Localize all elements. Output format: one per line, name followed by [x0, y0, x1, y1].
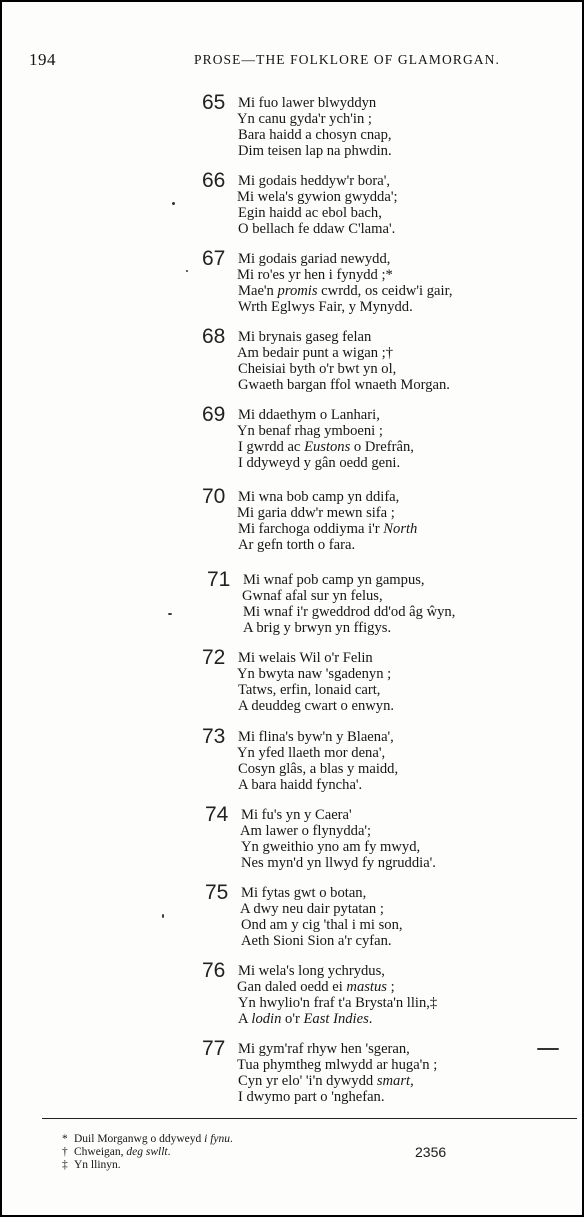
verse-line: Tatws, erfin, lonaid cart, — [238, 682, 381, 698]
verse-line: Gwnaf afal sur yn felus, — [242, 588, 383, 604]
verse-line: Dim teisen lap na phwdin. — [238, 143, 392, 159]
verse-line: Gwaeth bargan ffol wnaeth Morgan. — [238, 377, 450, 393]
verse-line: Mi wnaf pob camp yn gampus, — [243, 572, 425, 588]
footnote — [62, 1133, 233, 1145]
footnote-divider — [42, 1118, 577, 1119]
footnote — [62, 1146, 170, 1158]
verse-line: Yn bwyta naw 'sgadenyn ; — [237, 666, 392, 682]
verse-line: Wrth Eglwys Fair, y Mynydd. — [238, 299, 413, 315]
verse-line: A lodin o'r East Indies. — [238, 1011, 373, 1027]
footnote-symbol: ‡ — [62, 1159, 68, 1171]
verse-line: A brig y brwyn yn ffigys. — [243, 620, 392, 636]
footnote-text: Duil Morganwg o ddyweyd i fynu. — [74, 1133, 233, 1145]
footnote-symbol: * — [62, 1133, 68, 1145]
verse-line: Yn hwylio'n fraf t'a Brysta'n llin,‡ — [238, 995, 438, 1011]
verse-line: Mi wna bob camp yn ddifa, — [238, 489, 400, 505]
stanza-number: 72 — [202, 646, 226, 669]
verse-line: Mi wela's gywion gwydda'; — [237, 189, 398, 205]
stanza-number: 75 — [205, 881, 229, 904]
stanza-number: 65 — [202, 91, 226, 114]
stanza-number: 76 — [202, 959, 226, 982]
verse-line: Yn gweithio yno am fy mwyd, — [241, 839, 421, 855]
verse-line: Tua phymtheg mlwydd ar huga'n ; — [237, 1057, 438, 1073]
verse-line: Mi gym'raf rhyw hen 'sgeran, — [238, 1041, 410, 1057]
scan-speck — [172, 202, 175, 205]
stanza-number: 66 — [202, 169, 226, 192]
verse-line: Mi brynais gaseg felan — [238, 329, 372, 345]
scan-speck — [162, 914, 164, 918]
verse-line: A bara haidd fyncha'. — [238, 777, 363, 793]
verse-line: Mi godais heddyw'r bora', — [238, 173, 390, 189]
verse-line: Mi farchoga oddiyma i'r North — [238, 521, 418, 537]
verse-line: Mi fu's yn y Caera' — [241, 807, 352, 823]
catalog-number: 2356 — [415, 1144, 447, 1160]
verse-line: Ond am y cig 'thal i mi son, — [241, 917, 403, 933]
verse-line: Yn canu gyda'r ych'in ; — [237, 111, 372, 127]
verse-line: I dwymo part o 'nghefan. — [238, 1089, 385, 1105]
footnote — [62, 1159, 121, 1171]
verse-line: Aeth Sioni Sion a'r cyfan. — [241, 933, 392, 949]
footnote-symbol: † — [62, 1146, 68, 1158]
verse-line: Am lawer o flynydda'; — [240, 823, 372, 839]
verse-line: Mi wnaf i'r gweddrod dd'od âg ŵyn, — [243, 604, 456, 620]
verse-line: Mi wela's long ychrydus, — [238, 963, 385, 979]
stanza-number: 68 — [202, 325, 226, 348]
verse-line: Mi ddaethym o Lanhari, — [238, 407, 380, 423]
page-number: 194 — [29, 50, 56, 69]
verse-line: Mi garia ddw'r mewn sifa ; — [237, 505, 395, 521]
verse-line: Am bedair punt a wigan ;† — [237, 345, 394, 361]
verse-line: Cosyn glâs, a blas y maidd, — [238, 761, 399, 777]
stanza-number: 77 — [202, 1037, 226, 1060]
verse-line: Mi welais Wil o'r Felin — [238, 650, 373, 666]
verse-line: Mi ro'es yr hen i fynydd ;* — [237, 267, 393, 283]
stanza-number: 69 — [202, 403, 226, 426]
verse-line: A dwy neu dair pytatan ; — [240, 901, 384, 917]
verse-line: Nes myn'd yn llwyd fy ngruddia'. — [241, 855, 436, 871]
stanza-number: 71 — [207, 568, 231, 591]
verse-line: A deuddeg cwart o enwyn. — [238, 698, 395, 714]
stanza-number: 74 — [205, 803, 229, 826]
verse-line: Yn yfed llaeth mor dena', — [237, 745, 386, 761]
verse-line: Gan daled oedd ei mastus ; — [237, 979, 395, 995]
verse-line: Mae'n promis cwrdd, os ceidw'i gair, — [238, 283, 453, 299]
verse-line: Bara haidd a chosyn cnap, — [238, 127, 392, 143]
verse-line: I ddyweyd y gân oedd geni. — [238, 455, 401, 471]
verse-line: Ar gefn torth o fara. — [238, 537, 356, 553]
stanza-number: 70 — [202, 485, 226, 508]
page-header — [2, 50, 582, 74]
verse-line: Mi fytas gwt o botan, — [241, 885, 367, 901]
verse-line: Egin haidd ac ebol bach, — [238, 205, 382, 221]
verse-line: Cyn yr elo' 'i'n dywydd smart, — [238, 1073, 414, 1089]
scan-speck — [186, 270, 188, 272]
verse-line: Mi flina's byw'n y Blaena', — [238, 729, 394, 745]
verse-line: Mi godais gariad newydd, — [238, 251, 391, 267]
footnote-text: Yn llinyn. — [74, 1159, 121, 1171]
running-title: PROSE—THE FOLKLORE OF GLAMORGAN. — [194, 52, 500, 67]
verse-line: Mi fuo lawer blwyddyn — [238, 95, 377, 111]
verse-line: Cheisiai byth o'r bwt yn ol, — [238, 361, 397, 377]
footnote-text: Chweigan, deg swllt. — [74, 1146, 171, 1158]
verse-line: O bellach fe ddaw C'lama'. — [238, 221, 396, 237]
stanza-number: 67 — [202, 247, 226, 270]
scan-speck — [537, 1048, 559, 1050]
scan-speck — [168, 613, 172, 615]
stanza-number: 73 — [202, 725, 226, 748]
verse-line: Yn benaf rhag ymboeni ; — [237, 423, 383, 439]
verse-line: I gwrdd ac Eustons o Drefrân, — [238, 439, 414, 455]
